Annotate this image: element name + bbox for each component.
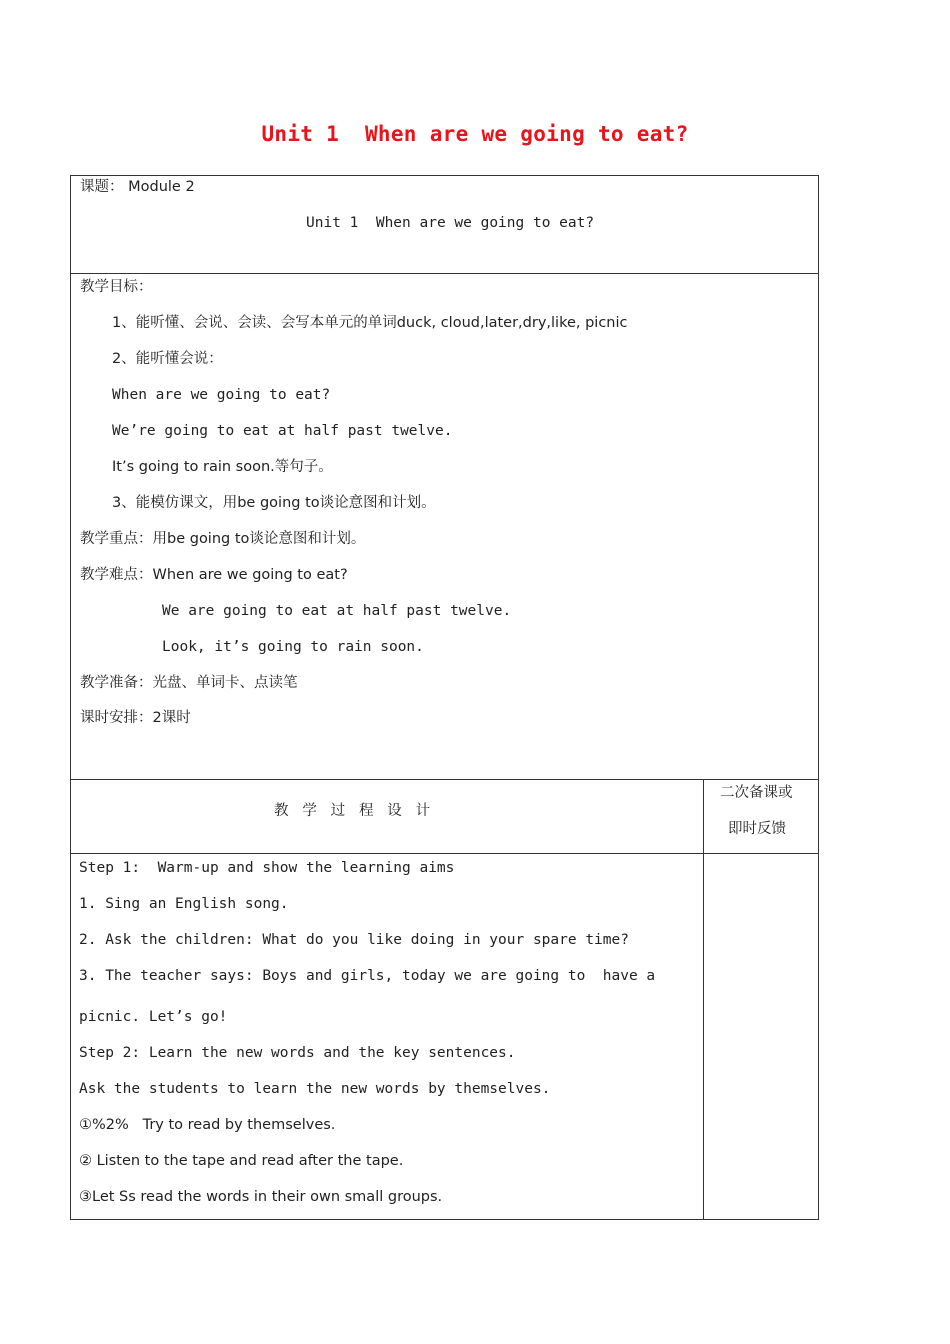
preparation: 教学准备：光盘、单词卡、点读笔	[80, 675, 298, 691]
step-line: 1. Sing an English song.	[79, 896, 289, 912]
difficulty-item: We are going to eat at half past twelve.	[162, 603, 512, 619]
step-line: 3. The teacher says: Boys and girls, today we are going to have a	[79, 968, 656, 984]
key-point: 教学重点：用be going to谈论意图和计划。	[80, 531, 366, 547]
step-line: ② Listen to the tape and read after the tape.	[79, 1153, 404, 1169]
document-title: Unit 1 When are we going to eat?	[261, 122, 689, 146]
difficulty-label: 教学难点：When are we going to eat?	[80, 567, 348, 583]
step-line: ③Let Ss read the words in their own small groups.	[79, 1189, 443, 1205]
row-divider-objectives	[70, 779, 819, 780]
step-line: 2. Ask the children: What do you like doing in your spare time?	[79, 932, 629, 948]
lesson-subtitle: Unit 1 When are we going to eat?	[306, 215, 595, 231]
difficulty-item: Look, it’s going to rain soon.	[162, 639, 424, 655]
objective-item: 2、能听懂会说：	[112, 351, 223, 367]
feedback-heading-line2: 即时反馈	[728, 821, 786, 837]
objectives-label: 教学目标：	[80, 279, 153, 295]
objective-item: 1、能听懂、会说、会读、会写本单元的单词duck, cloud,later,dry,like, picnic	[112, 315, 628, 331]
schedule: 课时安排：2课时	[80, 710, 191, 726]
objective-item: It’s going to rain soon.等句子。	[112, 459, 333, 475]
step-line: ①%2% Try to read by themselves.	[79, 1117, 336, 1133]
step-line: picnic. Let’s go!	[79, 1009, 228, 1025]
feedback-heading-line1: 二次备课或	[720, 785, 793, 801]
objective-item: When are we going to eat?	[112, 387, 331, 403]
row-divider-header	[70, 273, 819, 274]
step-line: Step 1: Warm-up and show the learning aims	[79, 860, 455, 876]
row-divider-process-heading	[70, 853, 819, 854]
step-line: Step 2: Learn the new words and the key sentences.	[79, 1045, 516, 1061]
process-heading: 教 学 过 程 设 计	[274, 803, 431, 819]
objective-item: 3、能模仿课文，用be going to谈论意图和计划。	[112, 495, 436, 511]
step-line: Ask the students to learn the new words by themselves.	[79, 1081, 551, 1097]
topic-line: 课题： Module 2	[80, 179, 195, 195]
objective-item: We’re going to eat at half past twelve.	[112, 423, 453, 439]
column-divider-feedback	[703, 779, 704, 1220]
